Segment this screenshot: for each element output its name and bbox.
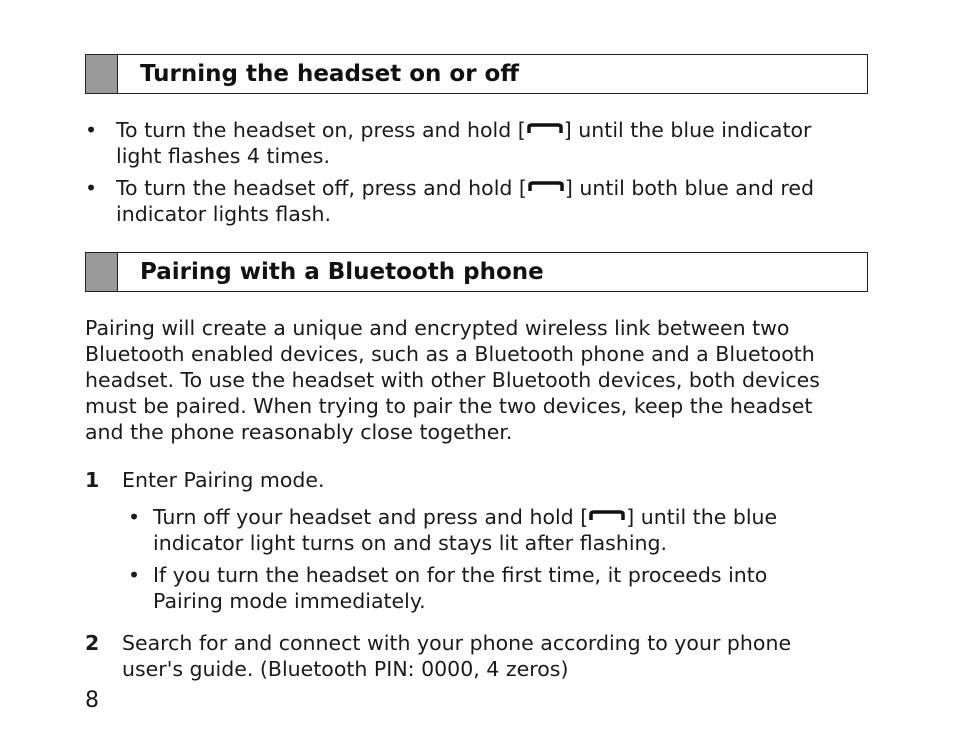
section-title-power: Turning the headset on or off xyxy=(140,61,519,87)
step-text: Search for and connect with your phone according to your phone user's guide. (Bluetooth PIN: 0000, 4 zeros) xyxy=(122,631,792,681)
list-item: • To turn the headset off, press and hold [ ] until both blue and red indicator lights flash. xyxy=(85,176,814,226)
section-tab xyxy=(86,55,118,93)
section-tab xyxy=(86,253,118,291)
page-number: 8 xyxy=(85,688,99,713)
talk-key-icon xyxy=(526,122,564,136)
list-item: • Turn off your headset and press and hold [ ] until the blue indicator light turns on and stays lit after flashing. xyxy=(128,505,778,555)
section-header-pairing xyxy=(85,252,868,292)
section-title-pairing: Pairing with a Bluetooth phone xyxy=(140,259,544,285)
step-number: 1 xyxy=(85,468,100,492)
step-text: Enter Pairing mode. xyxy=(122,468,325,492)
talk-key-icon xyxy=(527,180,565,194)
step-number: 2 xyxy=(85,631,100,655)
list-item: • If you turn the headset on for the first time, it proceeds into Pairing mode immediately. xyxy=(128,563,768,613)
list-item: • To turn the headset on, press and hold [ ] until the blue indicator light flashes 4 times. xyxy=(85,118,812,168)
intro-paragraph: Pairing will create a unique and encrypted wireless link between two Bluetooth enabled devices, such as a Bluetooth phone and a Bluetooth headset. To use the headset with other Bluetooth devices, both devices must be paired. When trying to pair the two devices, keep the headset and the phone reasonably close together. xyxy=(85,316,820,444)
section-header-power xyxy=(85,54,868,94)
talk-key-icon xyxy=(588,509,626,523)
